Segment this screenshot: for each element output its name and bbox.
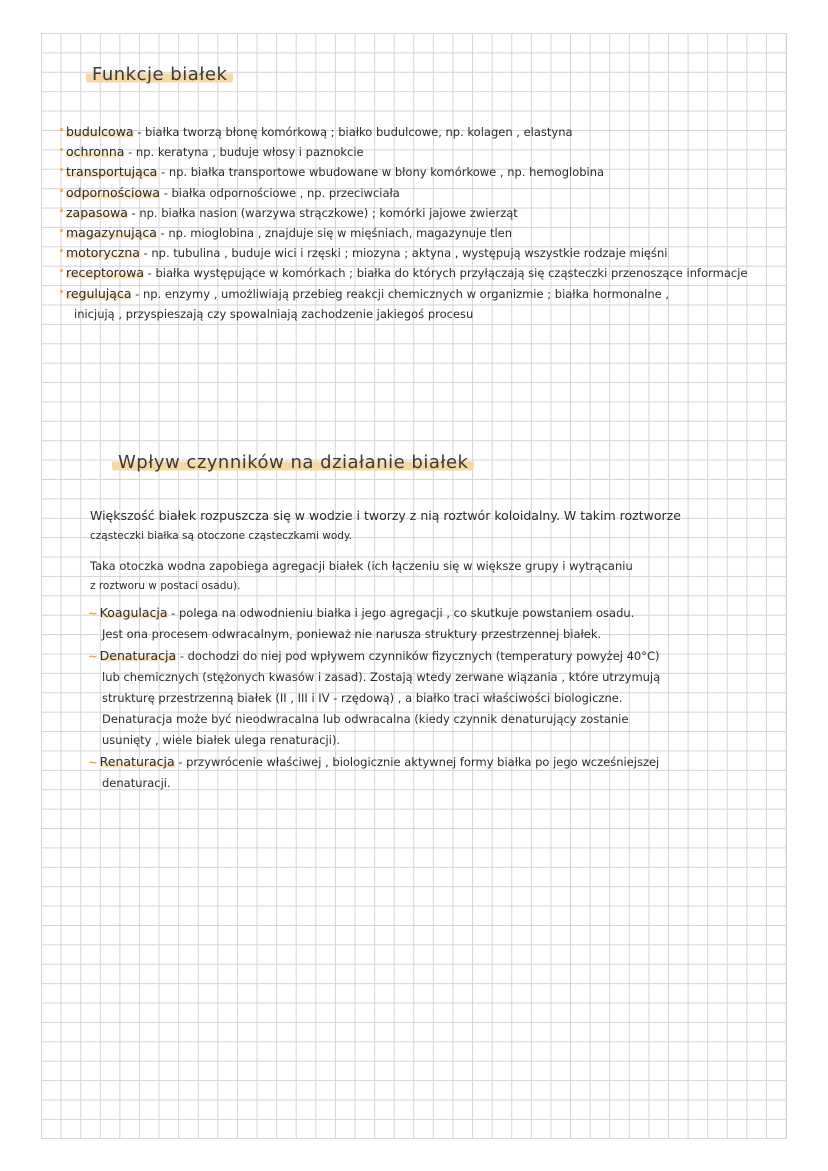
definition: - białka występujące w komórkach ; białka do których przyłączają się cząsteczki przenoszące informacje: [144, 266, 748, 281]
paragraph-water-shell: [90, 556, 633, 596]
term: Denaturacja: [99, 648, 177, 663]
paragraph-line: cząsteczki białka są otoczone cząsteczkami wody.: [90, 530, 353, 542]
term: transportująca: [66, 164, 158, 180]
list-item: [60, 243, 790, 263]
tilde-bullet-icon: ~: [88, 755, 98, 769]
list-item-line: denaturacji.: [102, 776, 171, 790]
term: Koagulacja: [99, 605, 168, 620]
list-item: [60, 263, 790, 283]
term: odpornościowa: [66, 184, 161, 200]
term: receptorowa: [66, 265, 144, 281]
list-item: [60, 142, 790, 162]
list-item: [60, 162, 790, 182]
term: motoryczna: [66, 245, 140, 261]
tilde-bullet-icon: ~: [88, 649, 98, 663]
definition: - np. białka nasion (warzywa strączkowe) ; komórki jajowe zwierząt: [127, 205, 518, 220]
paragraph-line: z roztworu w postaci osadu).: [90, 580, 241, 592]
paragraph-line: Większość białek rozpuszcza się w wodzie i tworzy z nią roztwór koloidalny. W takim roztworze: [90, 508, 681, 523]
tilde-bullet-icon: ~: [88, 606, 98, 620]
list-item: [88, 602, 788, 624]
section-title-factors: [112, 452, 474, 473]
definition: - białka odpornościowe , np. przeciwciała: [160, 185, 400, 200]
section-title-protein-functions: [86, 64, 233, 85]
list-item-line: strukturę przestrzenną białek (II , III i IV - rzędową) , a białko traci właściwości biologiczne.: [102, 691, 623, 705]
definition: - np. tubulina , buduje wici i rzęski ; miozyna ; aktyna , występują wszystkie rodzaje mięśni: [139, 246, 668, 261]
processes-list: [88, 602, 788, 794]
list-item-continuation: inicjują , przyspieszają czy spowalniają zachodzenie jakiegoś procesu: [74, 306, 474, 321]
list-item-line: Jest ona procesem odwracalnym, ponieważ nie narusza struktury przestrzennej białek.: [102, 627, 602, 641]
term: magazynująca: [66, 225, 157, 241]
functions-list: [60, 122, 790, 324]
list-item: [60, 284, 790, 304]
list-item: [60, 223, 790, 243]
list-item: [60, 183, 790, 203]
definition: - np. enzymy , umożliwiają przebieg reakcji chemicznych w organizmie ; białka hormonalne ,: [131, 286, 670, 301]
list-item-line: lub chemicznych (stężonych kwasów i zasad). Zostają wtedy zerwane wiązania , które utrzymują: [102, 670, 661, 684]
definition: - przywrócenie właściwej , biologicznie aktywnej formy białka po jego wcześniejszej: [174, 755, 660, 769]
term: zapasowa: [66, 204, 128, 220]
definition: - dochodzi do niej pod wpływem czynników fizycznych (temperatury powyżej 40°C): [176, 649, 660, 663]
term: regulująca: [66, 285, 132, 301]
list-item: [60, 122, 790, 142]
list-item: [88, 751, 788, 773]
definition: - np. keratyna , buduje włosy i paznokcie: [124, 145, 364, 160]
paragraph-line: Taka otoczka wodna zapobiega agregacji białek (ich łączeniu się w większe grupy i wytrącaniu: [90, 559, 633, 573]
definition: - polega na odwodnieniu białka i jego agregacji , co skutkuje powstaniem osadu.: [167, 606, 635, 620]
term: budulcowa: [66, 124, 134, 139]
definition: - białka tworzą błonę komórkową ; białko budulcowe, np. kolagen , elastyna: [133, 125, 573, 139]
definition: - np. mioglobina , znajduje się w mięśniach, magazynuje tlen: [156, 226, 513, 241]
heading-highlight: Funkcje białek: [86, 64, 233, 85]
paragraph-solubility: [90, 506, 681, 546]
term: Renaturacja: [99, 754, 175, 769]
heading-highlight: Wpływ czynników na działanie białek: [112, 452, 474, 473]
list-item-line: usunięty , wiele białek ulega renaturacji).: [102, 733, 341, 747]
definition: - np. białka transportowe wbudowane w błony komórkowe , np. hemoglobina: [157, 165, 605, 180]
term: ochronna: [66, 144, 125, 160]
list-item: [88, 645, 788, 667]
list-item: [60, 203, 790, 223]
list-item-line: Denaturacja może być nieodwracalna lub odwracalna (kiedy czynnik denaturujący zostanie: [102, 712, 629, 726]
